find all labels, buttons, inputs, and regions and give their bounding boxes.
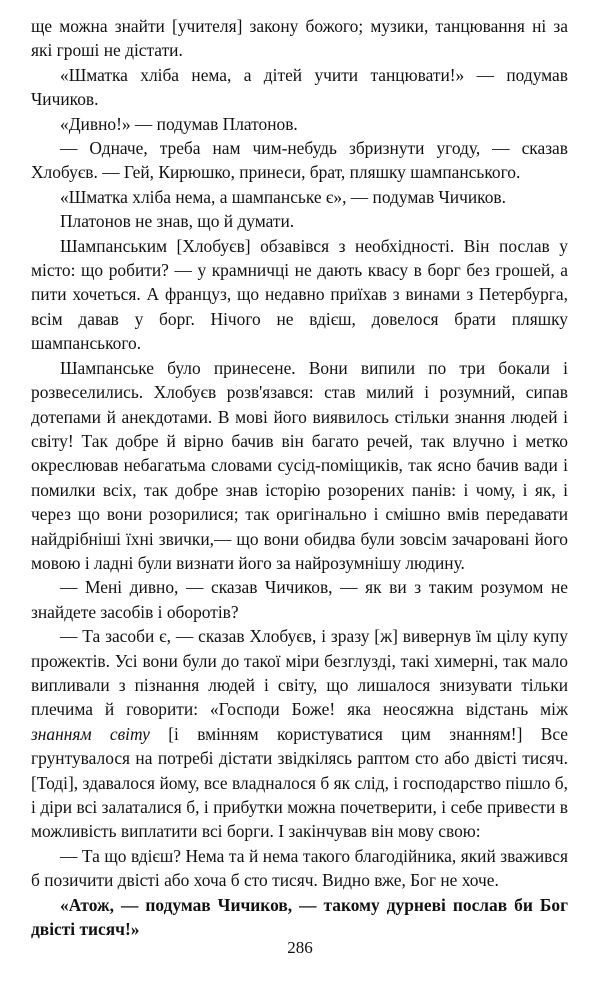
paragraph-10-before: — Та засоби є, — сказав Хлобуєв, і зразу [ж] вивернув їм цілу купу прожектів. Усі вони були до такої міри безглузді, такі химерні, так мало випливали з пізнання людей і світу, що лишалося знизувати тільки плечима й говорити: «Господи Боже! яка неосяжна відстань між [31,626,568,720]
paragraph-2: «Шматка хліба нема, а дітей учити танцювати!» — подумав Чичиков. [31,64,568,110]
paragraph-6: Платонов не знав, що й думати. [60,211,295,232]
paragraph-11: — Та що вдієш? Нема та й нема такого благодійника, який зважився б позичити двісті або хоча б сто тисяч. Видно вже, Бог не хоче. [31,845,568,891]
paragraph-7: Шампанським [Хлобуєв] обзавівся з необхідності. Він послав у місто: що робити? — у крамничці не дають квасу в борг без грошей, а пити хочеться. А француз, що недавно приїхав з винами з Петербурга, всім давав у борг. Нічого не вдієш, довелося брати пляшку шампанського. [31,235,568,354]
paragraph-9: — Мені дивно, — сказав Чичиков, — як ви з таким розумом не знайдете засобів і оборотів? [31,577,568,622]
paragraph-1: ще можна знайти [учителя] закону божого; музики, танцювання ні за які гроші не дістати. [31,16,568,61]
paragraph-8: Шампанське було принесене. Вони випили по три бокали і розвеселились. Хлобуєв розв'язався: став милий і розумний, сипав дотепами й анекдотами. В мові його виявилось стільки знання людей і світу! Так добре й вірно бачив він багато речей, так влучно і метко окреслював небагатьма словами сусід-поміщиків, так ясно бачив вади і помилки всіх, так добре знав історію розорених панів: і чому, і як, і через що вони розорилися; так оригінально і смішно вмів передавати найдрібніші їхні звички,— що вони обидва були зовсім зачаровані його мовою і ладні були визнати його за найрозумнішу людину. [31,357,568,573]
paragraph-4: — Одначе, треба нам чим-небудь збризнути угоду, — сказав Хлобуєв. — Гей, Кирюшко, принеси, брат, пляшку шампанського. [31,138,568,183]
page-text [31,14,568,941]
paragraph-10-emphasis: знанням світу [31,723,150,744]
paragraph-5: «Шматка хліба нема, а шампанське є», — подумав Чичиков. [60,186,506,207]
paragraph-10-after: [і вмінням користуватися цим знанням!] Все грунтувалося на потребі дістати звідкілясь раптом сто або двісті тисяч. [Тоді], здавалося йому, все владналося б як слід, і господарство пішло б, і діри всі залаталися б, і прибутки можна почетверити, і себе привести в можливість виплатити всі борги. І закінчував він мову свою: [31,723,568,842]
paragraph-12: «Атож, — подумав Чичиков, — такому дурневі послав би Бог двісті тисяч!» [31,894,568,940]
paragraph-3: «Дивно!» — подумав Платонов. [60,113,298,134]
paragraph-10 [31,624,568,844]
page-number: 286 [287,938,313,957]
